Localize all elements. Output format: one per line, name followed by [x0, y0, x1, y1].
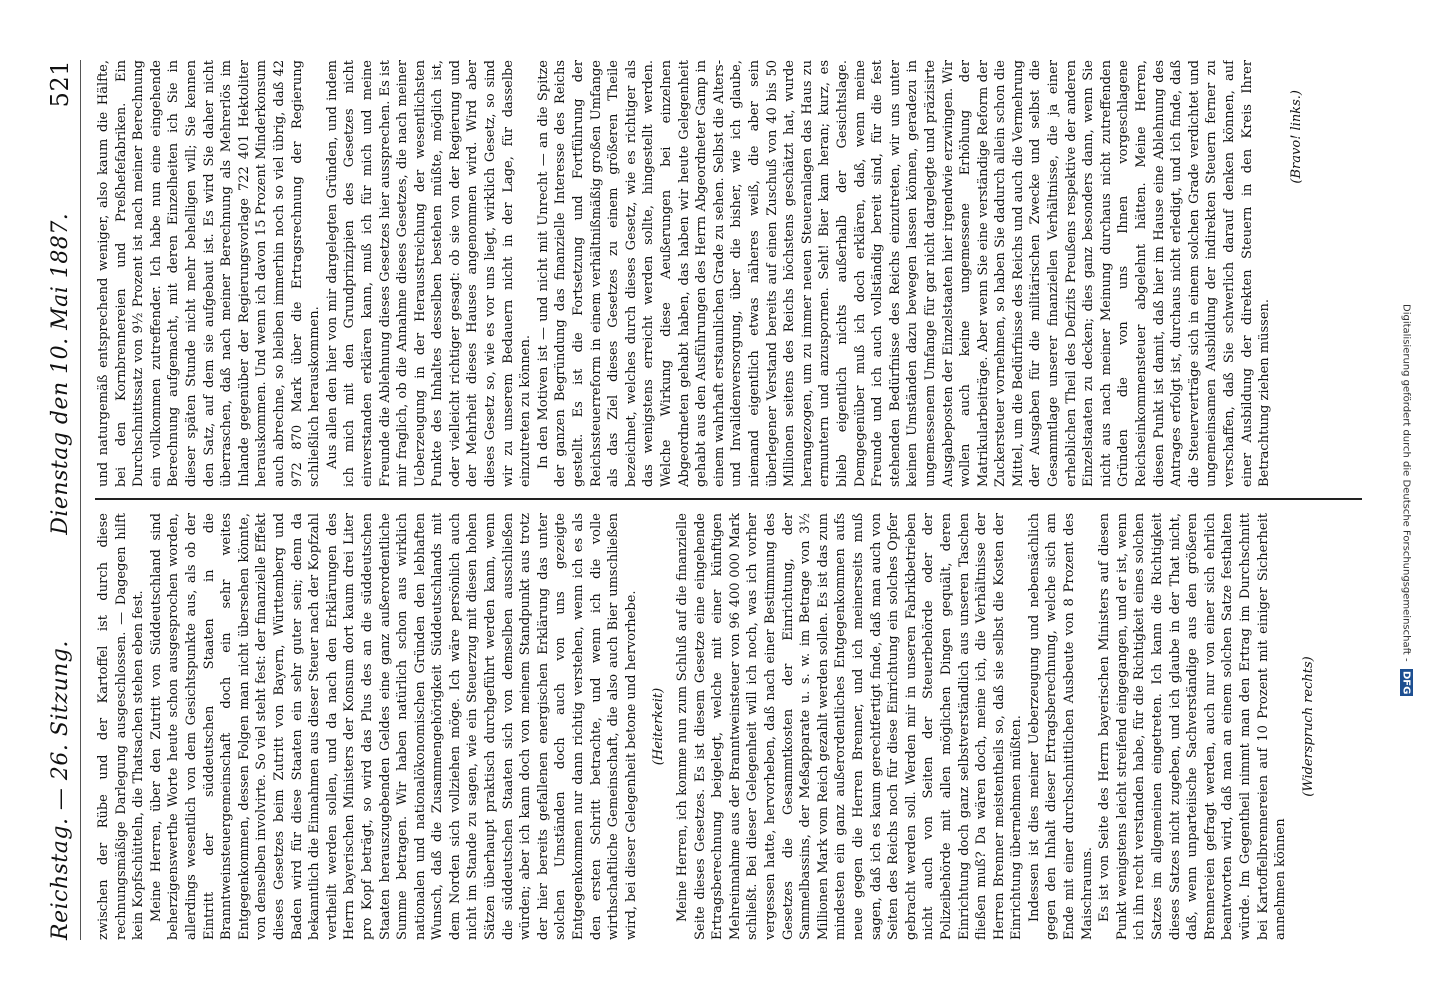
header-left-title: Reichstag. — 26. Sitzung. — [47, 640, 73, 940]
left-note-heiterkeit: (Heiterkeit) — [651, 687, 667, 766]
left-paragraph: Meine Herren, ich komme nun zum Schluß auf die finanzielle Seite dieses Gesetzes. Es ist diesem Gesetze eine eingehende Ertragsberechnung beigelegt, welche mit einer künftigen Mehreinnahme aus der Branntweinsteuer von 96 400 000 Mark schließt. Bei dieser Gelegenheit will ich noch, was ich vorher vergessen hatte, hervorheben, daß nach einer Bestimmung des Gesetzes die Gesammtkosten der Einrichtung, der Sammelbassins, der Meßapparate u. s. w. im Betrage von 3½ Millionen Mark vom Reich gezahlt werden sollen. Es ist das zum mindesten ein ganz außerordentliches Entgegenkommen aufs neue gegen die Herren Brenner, und ich meinerseits muß sagen, daß ich es kaum gerechtfertigt finde, daß man auch von Seiten des Reichs noch für diese Einrichtung ein solches Opfer gebracht werden soll. Werden mir in unseren Fabrikbetrieben nicht auch von Seiten der Steuerbehörde oder der Polizeibehörde mit allen möglichen Dingen gequält, deren Einrichtung doch ganz selbstverständlich aus unseren Taschen fließen muß? Da wären doch, meine ich, die Verhältnisse der Herren Brenner meistentheils so, daß sie selbst die Kosten der Einrichtung übernehmen müßten. — [675, 513, 1025, 940]
right-note-bravo: (Bravo! links.) — [1288, 90, 1304, 184]
page-header — [40, 60, 81, 940]
left-paragraph: Meine Herren, über den Zutritt von Süddeutschland sind beherzigenswerthe Worte heute schon ausgesprochen worden, allerdings wesentlich von dem Gesichtspunkte aus, als ob der Eintritt der süddeutschen Staaten in die Branntweinsteuergemeinschaft doch ein sehr weites Entgegenkommen, dessen Folgen man nicht übersehen könnte, von denselben involvirte. So viel steht fest: der finanzielle Effekt dieses Gesetzes beim Zutritt von Bayern, Württemberg und Baden wird für diese Staaten ein sehr guter sein; denn da bekanntlich die Einnahmen aus dieser Steuer nach der Kopfzahl vertheilt werden sollen, und da nach den Erklärungen des Herrn bayerischen Ministers der Konsum dort kaum drei Liter pro Kopf beträgt, so wird das Plus des an die süddeutschen Staaten herauszugebenden Geldes eine ganz außerordentliche Summe betragen. Wir haben natürlich schon aus wirklich nationalen und nationalökonomischen Gründen den lebhaften Wunsch, daß die Zusammengehörigkeit Süddeutschlands mit dem Norden sich vollziehen möge. Ich wäre persönlich auch nicht im Stande zu sagen, wie ein Steuerzug mit diesen hohen Sätzen überhaupt praktisch durchgeführt werden kann, wenn die süddeutschen Staaten sich von demselben ausschließen würden; aber ich kann doch von meinem Standpunkt aus trotz der hier bereits gefallenen energischen Erklärung das unter solchen Umständen doch auch von uns gezeigte Entgegenkommen nur dann richtig verstehen, wenn ich es als den ersten Schritt betrachte, und wenn ich die volle wirthschaftliche Gemeinschaft, die also auch Bier umschließen wird, bei dieser Gelegenheit betone und hervorhebe. — [148, 513, 639, 940]
left-paragraph: Indessen ist dies meiner Ueberzeugung und nebensächlich gegen den Inhalt dieser Ertragsberechnung, welche sich am Ende mit einer durchschnittlichen Ausbeute von 8 Prozent des Maischraums. — [1026, 513, 1095, 940]
right-paragraph: und naturgemäß entsprechend weniger, also kaum die Hälfte, bei den Kornbrennereien und Preßhefefabriken. Ein Durchschnittssatz von 9½ Prozent ist nach meiner Berechnung ein vollkommen zutreffender. Ich habe nun eine eingehende Berechnung aufgemacht, mit deren Einzelheiten ich Sie in dieser späten Stunde nicht mehr behelligen will; Sie kennen den Satz, auf dem sie aufgebaut ist. Es wird Sie daher nicht überraschen, daß nach meiner Berechnung als Mehrerlös im Inlande gegenüber der Regierungsvorlage 722 401 Hektoliter herauskommen. Und wenn ich davon 15 Prozent Minderkonsum auch abrechne, so bleiben immerhin noch so viel übrig, daß 42 972 870 Mark über die Ertragsrechnung der Regierung schließlich herauskommen. — [96, 60, 323, 487]
page-number: 521 — [46, 60, 74, 108]
left-note-widerspruch: (Widerspruch rechts) — [1300, 656, 1316, 797]
right-column — [95, 60, 1362, 487]
dfg-logo: DFG — [1400, 670, 1412, 695]
right-paragraph: In den Motiven ist — und nicht mit Unrecht — an die Spitze der ganzen Begründung das finanzielle Interesse des Reichs gestellt. Es ist die Fortsetzung und Fortführung der Reichssteuerreform in einem verhältnißmäßig großen Umfange als das Ziel dieses Gesetzes zu einem größeren Theile bezeichnet, welches durch dieses Gesetz, wie es richtiger als das wenigstens erreicht werden sollte, hingestellt werden. Welche Wirkung diese Aeußerungen bei einzelnen Abgeordneten gehabt haben, das haben wir heute Gelegenheit gehabt aus den Ausführungen des Herrn Abgeordneter Gamp in einem wahrhaft erstaunlichen Grade zu sehen. Selbst die Alters- und Invalidenversorgung, über die bisher, wie ich glaube, niemand eigentlich etwas näheres weiß, die aber sein überlegener Verstand bereits auf einen Zuschuß von 40 bis 50 Millionen seitens des Reichs höchstens geschätzt hat, wurde herangezogen, um zu immer neuen Steueranlagen das Haus zu ermuntern und anzuspornen. Seht! Bier kam heran; kurz, es blieb eigentlich nichts außerhalb der Gesichtslage. Demgegenüber muß ich doch erklären, daß, wenn meine Freunde und ich auch vollständig bereit sind, für die fest stehenden Bedürfnisse des Reichs einzutreten, wir uns unter keinen Umständen dazu bewegen lassen können, geradezu in ungemessenem Umfange für gar nicht dargelegte und präzisirte Ausgabeposten der Einzelstaaten hier irgendwie erzwingen. Wir wollen auch keine ungemessene Erhöhung der Matrikularbeiträge. Aber wenn Sie eine verständige Reform der Zuckersteuer vornehmen, so haben Sie dadurch allein schon die Mittel, um die Bedürfnisse des Reichs und auch die Vermehrung der Ausgaben für die militärischen Zwecke und selbst die Gesammtlage unserer finanziellen Verhältnisse, die ja einer erheblichen Theil des Defizits Preußens respektive der anderen Einzelstaaten zu decken; dies ganz besonders dann, wenn Sie nicht aus nach meiner Meinung durchaus nicht zutreffenden Gründen die von uns Ihnen vorgeschlagene Reichseinkommensteuer abgelehnt hätten. Meine Herren, diesen Punkt ist damit, daß hier im Hause eine Ablehnung des Antrages erfolgt ist, durchaus nicht erledigt, und ich finde, daß die Steuerverträge sich in einem solchen Grade verdichtet und ungemeinsamen Ausbildung der indirekten Steuern ferner zu verschaffen, daß Sie schwerlich darauf denken können, auf einer Ausbildung der direkten Steuern in den Kreis Ihrer Betrachtung ziehen müssen. — [535, 60, 1273, 487]
right-paragraph: Aus allen den hier von mir dargelegten Gründen, und indem ich mich mit den Grundprinzipien des Gesetzes nicht einverstanden erklären kann, muß ich für mich und meine Freunde die Ablehnung dieses Gesetzes hier aussprechen. Es ist mir fraglich, ob die Annahme dieses Gesetzes, die nach meiner Ueberzeugung in der Herausstreichung der wesentlichsten Punkte des Inhaltes desselben bestehen müßte, möglich ist, oder vielleicht richtiger gesagt: ob sie von der Regierung und der Mehrheit dieses Hauses angenommen wird. Wird aber dieses Gesetz so, wie es vor uns liegt, wirklich Gesetz, so sind wir zu unserem Bedauern nicht in der Lage, für dasselbe einzutreten zu können. — [324, 60, 534, 487]
left-paragraph: zwischen der Rübe und der Kartoffel ist durch diese rechnungsmäßige Darlegung ausgeschlossen. — Dagegen hilft kein Kopfschütteln, die Thatsachen stehen eben fest. — [96, 513, 147, 940]
header-date: Dienstag den 10. Mai 1887. — [47, 212, 73, 535]
text-columns — [95, 60, 1362, 940]
left-paragraph: Es ist von Seite des Herrn bayerischen Ministers auf diesen Punkt wenigstens leicht streifend eingegangen, und er ist, wenn ich ihn recht verstanden habe, für die Richtigkeit eines solchen Satzes im allgemeinen eingetreten. Ich kann die Richtigkeit dieses Satzes nicht zugeben, und ich glaube in der That nicht, daß, wenn unparteiische Sachverständige aus den größeren Brennereien gefragt werden, auch nur von einer sich ehrlich beantworten wird, daß man an einem solchen Satze festhalten würde. Im Gegentheil nimmt man den Ertrag im Durchschnitt bei Kartoffelbrennereien auf 10 Prozent mit einiger Sicherheit annehmen können — [1097, 513, 1289, 940]
left-column — [95, 513, 1362, 940]
digitization-credit — [1394, 0, 1418, 1000]
digitization-credit-text: Digitalisierung gefördert durch die Deutsche Forschungsgemeinschaft - — [1400, 303, 1412, 662]
